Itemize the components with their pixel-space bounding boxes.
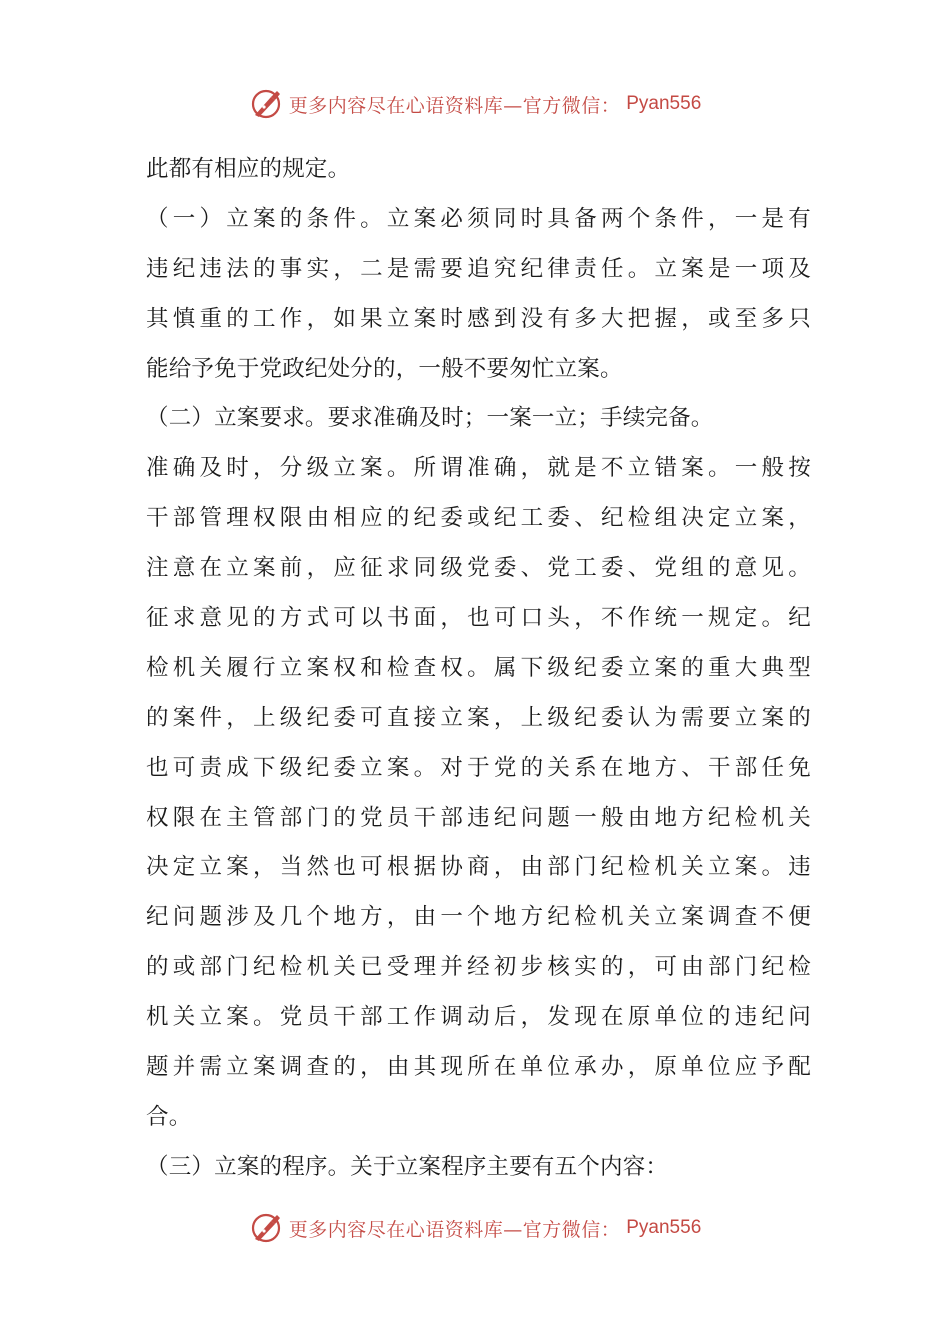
watermark-text: 更多内容尽在心语资料库—官方微信： xyxy=(288,94,621,117)
text-line: （一）立案的条件。立案必须同时具备两个条件，一是有 xyxy=(146,205,811,232)
footer-watermark xyxy=(0,1208,950,1248)
text-line: 准确及时，分级立案。所谓准确，就是不立错案。一般按 xyxy=(146,455,811,482)
text-line: 的案件，上级纪委可直接立案，上级纪委认为需要立案的 xyxy=(146,704,811,731)
text-line: 纪问题涉及几个地方，由一个地方纪检机关立案调查不便 xyxy=(146,904,811,931)
text-line: （二）立案要求。要求准确及时；一案一立；手续完备。 xyxy=(146,405,714,432)
header-watermark xyxy=(0,84,950,124)
text-line: 合。 xyxy=(146,1103,192,1130)
watermark-wechat-id: Pyan556 xyxy=(626,1217,702,1238)
text-line: 决定立案，当然也可根据协商，由部门纪检机关立案。违 xyxy=(146,854,811,881)
text-line: 的或部门纪检机关已受理并经初步核实的，可由部门纪检 xyxy=(146,954,811,981)
pen-nib-circle-icon xyxy=(249,87,283,121)
text-line: 违纪违法的事实，二是需要追究纪律责任。立案是一项及 xyxy=(146,255,811,282)
text-line: 题并需立案调查的，由其现所在单位承办，原单位应予配 xyxy=(146,1054,811,1081)
text-line: 能给予免于党政纪处分的，一般不要匆忙立案。 xyxy=(146,355,623,382)
text-line: 机关立案。党员干部工作调动后，发现在原单位的违纪问 xyxy=(146,1004,811,1031)
watermark-text: 更多内容尽在心语资料库—官方微信： xyxy=(288,1218,621,1241)
document-body xyxy=(146,145,811,1193)
text-line: 也可责成下级纪委立案。对于党的关系在地方、干部任免 xyxy=(146,754,811,781)
text-line: 干部管理权限由相应的纪委或纪工委、纪检组决定立案， xyxy=(146,505,811,532)
text-line: 权限在主管部门的党员干部违纪问题一般由地方纪检机关 xyxy=(146,804,811,831)
text-line: 注意在立案前，应征求同级党委、党工委、党组的意见。 xyxy=(146,555,811,582)
watermark-wechat-id: Pyan556 xyxy=(626,93,702,114)
text-line: 此都有相应的规定。 xyxy=(146,156,351,182)
pen-nib-circle-icon xyxy=(249,1211,283,1245)
text-line: 征求意见的方式可以书面，也可口头，不作统一规定。纪 xyxy=(146,605,811,632)
text-line: 检机关履行立案权和检查权。属下级纪委立案的重大典型 xyxy=(146,654,811,681)
text-line: 其慎重的工作，如果立案时感到没有多大把握，或至多只 xyxy=(146,305,811,332)
text-line: （三）立案的程序。关于立案程序主要有五个内容： xyxy=(146,1153,669,1180)
